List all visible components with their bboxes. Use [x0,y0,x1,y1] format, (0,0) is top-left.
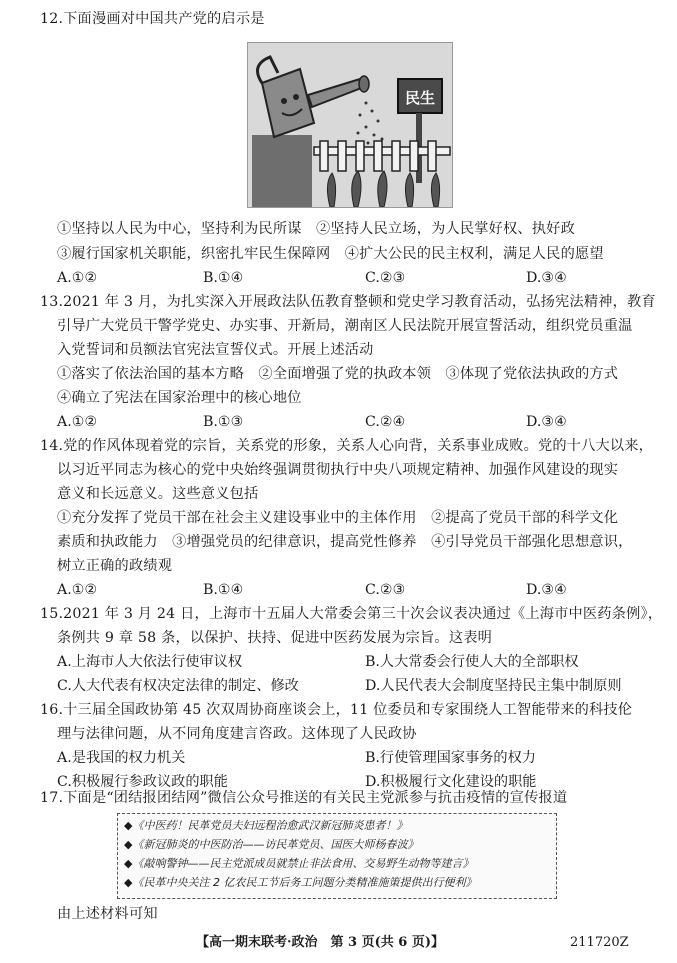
q13-statement-1: ①落实了依法治国的基本方略 ②全面增强了党的执政本领 ③体现了党依法执政的方式 [57,366,619,382]
q15-option-b: B.人大常委会行使人大的全部职权 [365,654,579,670]
q13-option-a: A.①② [57,414,98,430]
q15-option-d: D.人民代表大会制度坚持民主集中制原则 [365,678,622,694]
q12-stem: 12.下面漫画对中国共产党的启示是 [40,11,265,27]
q14-stem-line-3: 意义和长远意义。这些意义包括 [57,486,259,502]
q13-option-c: C.②④ [365,414,406,430]
q12-option-c: C.②③ [365,270,406,286]
q17-follow: 由上述材料可知 [57,906,158,922]
q12-option-b: B.①④ [203,270,244,286]
cartoon-sign-text: 民生 [404,89,436,107]
q14-statement-2: 素质和执政能力 ③增强党员的纪律意识，提高党性修养 ④引导党员干部强化思想意识， [57,534,633,550]
q12-statement-2: ③履行国家机关职能，织密扎牢民生保障网 ④扩大公民的民主权利，满足人民的愿望 [57,246,604,262]
q13-option-b: B.①③ [203,414,244,430]
q16-stem-line-1: 16.十三届全国政协第 45 次双周协商座谈会上，11 位委员和专家围绕人工智能带来的科技伦 [40,702,633,718]
q15-option-c: C.人大代表有权决定法律的制定、修改 [57,678,299,694]
news-item: ◆《新冠肺炎的中医防治——访民革党员、国医大师杨春波》 [124,838,419,851]
q16-option-b: B.行使管理国家事务的权力 [365,750,536,766]
q16-option-a: A.是我国的权力机关 [57,750,186,766]
q14-stem-line-1: 14.党的作风体现着党的宗旨，关系党的形象，关系人心向背，关系事业成败。党的十八大以来， [40,438,654,454]
q12-option-d: D.③④ [526,270,567,286]
q14-option-c: C.②③ [365,582,406,598]
q14-option-a: A.①② [57,582,98,598]
watering-can-cartoon-icon [248,43,452,207]
q15-stem-line-2: 条例共 9 章 58 条，以保护、扶持、促进中医药发展为宗旨。这表明 [57,630,492,646]
q13-stem-line-1: 13.2021 年 3 月，为扎实深入开展政法队伍教育整顿和党史学习教育活动，弘扬宪法精神，教育 [40,294,656,310]
q13-statement-2: ④确立了宪法在国家治理中的核心地位 [57,390,302,406]
q12-statement-1: ①坚持以人民为中心，坚持利为民所谋 ②坚持人民立场，为人民掌好权、执好政 [57,221,575,237]
news-item: ◆《民革中央关注 2 亿农民工节后务工问题分类精准施策提供出行便利》 [124,876,477,889]
q17-stem: 17.下面是“团结报团结网”微信公众号推送的有关民主党派参与抗击疫情的宣传报道 [40,790,568,806]
q16-stem-line-2: 理与法律问题，从不同角度建言咨政。这体现了人民政协 [57,726,417,742]
news-item: ◆《敲响警钟——民主党派成员就禁止非法食用、交易野生动物等建言》 [124,857,474,870]
q15-option-a: A.上海市人大依法行使审议权 [57,654,243,670]
q14-option-d: D.③④ [526,582,567,598]
cartoon-image [247,42,453,208]
q15-stem-line-1: 15.2021 年 3 月 24 日，上海市十五届人大常委会第三十次会议表决通过《上海市中医药条例》， [40,606,663,622]
q13-stem-line-2: 引导广大党员干警学党史、办实事、开新局，潮南区人民法院开展宣誓活动，组织党员重温 [57,318,633,334]
news-item: ◆《中医药！民革党员夫妇远程治愈武汉新冠肺炎患者！》 [124,819,408,832]
q14-option-b: B.①④ [203,582,244,598]
q16-option-d: D.积极履行文化建设的职能 [365,774,537,790]
q14-statement-3: 树立正确的政绩观 [57,558,173,574]
q12-option-a: A.①② [57,270,98,286]
q14-statement-1: ①充分发挥了党员干部在社会主义建设事业中的主体作用 ②提高了党员干部的科学文化 [57,510,619,526]
q16-option-c: C.积极履行参政议政的职能 [57,774,228,790]
exam-code: 211720Z [570,935,629,950]
q13-stem-line-3: 入党誓词和员额法官宪法宣誓仪式。开展上述活动 [57,342,374,358]
page-footer: 【高一期末联考·政治 第 3 页(共 6 页)】 [196,935,445,950]
q14-stem-line-2: 以习近平同志为核心的党中央始终强调贯彻执行中央八项规定精神、加强作风建设的现实 [57,462,619,478]
q13-option-d: D.③④ [526,414,567,430]
news-box [117,813,557,899]
